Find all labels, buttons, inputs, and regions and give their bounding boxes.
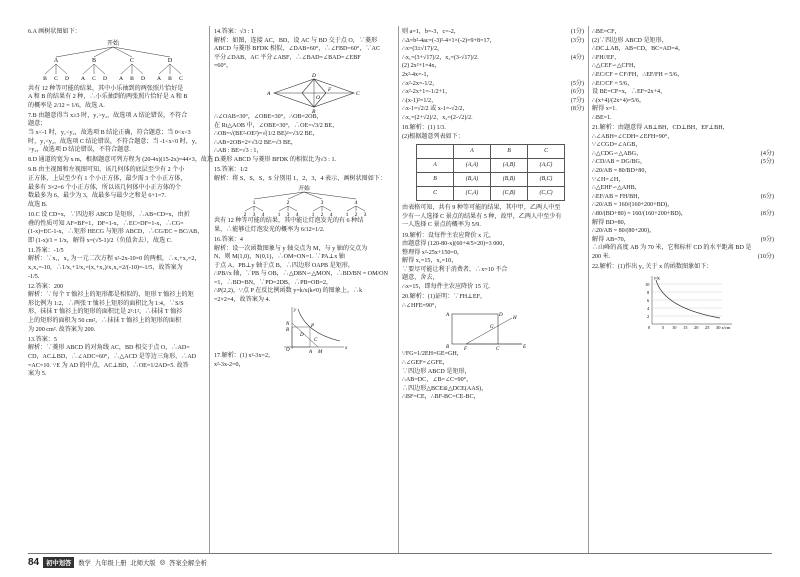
rhombus-label: O (316, 94, 320, 101)
q20-line: ∴AB=DC，∠B=∠C=90°， (402, 377, 473, 384)
q16-line: 于点 A，PB⊥y 轴于点 B，∴四边形 OAPB 是矩形， (214, 262, 354, 269)
q21-line: 200 米. (10分) (592, 253, 774, 260)
q22-block (592, 263, 774, 332)
outcome-table: A B C A (A,A) (A,B) (A,C) B (B,A) (B,B) (B,C) C (C,A) (C,B) (C,C) (416, 144, 565, 201)
q19-line: 解得 x₁=15，x₂=10， (402, 258, 458, 265)
q21-line: ∴△CDG∽△ABG， (4分) (592, 150, 774, 157)
graph22-label: y/g (654, 274, 660, 280)
q9-line: 数最多为 6，最少为 3，故最多与最少之和是 6+1=7. (28, 193, 166, 200)
graph22-label: 10 (645, 281, 650, 287)
q17-line: (2) 2x²+1=4x， (402, 63, 441, 70)
q14-head: 14.答案：√3 : 1 (214, 29, 255, 35)
q9-line: 正方体，上层至少有 1 个小正方体，最少需 3 个小正方体， (28, 176, 187, 183)
note-label: 答案全解全析 (169, 560, 207, 567)
tree-leaf: C (92, 75, 96, 82)
q17-line: ∴x²-2x=-1/2， (5分) (402, 80, 584, 87)
q19-line: 题意，舍去， (402, 275, 439, 282)
q12-block (28, 283, 208, 335)
column-divider (588, 26, 589, 554)
figure20-label: H (513, 316, 517, 322)
tree-node: A (53, 57, 59, 64)
q20-line: ∴FH//EF， (592, 54, 621, 61)
q17-line: ∴x=(3±√17)/2， (402, 46, 444, 53)
page-footer (28, 556, 211, 569)
q20-line: ∴DC⊥AB，AB=CD，BC=AD=4， (592, 46, 685, 53)
q17-line: 2x²-4x=-1， (402, 71, 433, 78)
tree2-node: 3 (320, 200, 324, 207)
q16-head: 16.答案：4 (214, 236, 243, 243)
rhombus-label: A (267, 90, 271, 97)
q20-line: ∴BF=CE，∴BF-BC=CE-BC， (402, 394, 480, 401)
tree-leaf: B (168, 75, 172, 82)
q20-line: ∴BE=1. (592, 114, 612, 121)
figure20-label: F (464, 347, 468, 353)
tree-diagram (28, 37, 198, 85)
column-2 (214, 28, 396, 553)
column-4 (592, 28, 774, 553)
function-graph-16 (214, 305, 394, 355)
graph22-label: 20 (694, 324, 699, 330)
function-graph-22 (592, 272, 772, 332)
q13-line: =AC=10. ∵E 为 AD 的中点，AC⊥BD，∴OE=1/2AD=5. 故答 (28, 362, 189, 369)
q17-line: ∴x₁=(2+√2)/2，x₂=(2-√2)/2. (402, 114, 473, 121)
q16-line: ∴P(2,2)，∵点 P 在反比例函数 y=k/x(k≠0) 的图象上，∴k (214, 288, 363, 295)
q19-line: 由题意得 (120-80-x)(60+4/5×20)=3 000， (402, 241, 509, 248)
q6-line: 共有 12 种等可能的结果，其中小乐抽到的两张照片恰好是 (28, 85, 184, 92)
q6-head: 6.A 画树状图如下： (28, 29, 81, 35)
q16-line: =1，∴BD=BN，∵PD=2DB，∴PB=OB=2， (214, 279, 333, 286)
tree2-node: 2 (286, 200, 290, 207)
q17-head: 17.解析：(1) x²-3x=2， (214, 353, 275, 360)
q21-line: 解得 BD=80， (592, 219, 630, 226)
q20-line: ∴EC/CF = 5/6， (592, 80, 634, 87)
q12-line: 形，抹抹 T 恤衫上的矩形的面积比是 2²:1²，∴抹抹 T 恤衫 (28, 309, 183, 316)
tree2-leaf: 3 (286, 212, 290, 219)
q10-line: 叠的性质可知 AF=BF=1，DF=1-x，∴EC=DF=1-x，∴CG= (28, 220, 184, 227)
graph22-label: 4 (647, 305, 650, 311)
tree2-leaf: 2 (320, 212, 324, 219)
q20-line: (2)∵四边形 ABCD 是矩形， (592, 37, 668, 44)
q16-line: N，则 M(1,0)，N(0,1)，∴OM=ON=1. ∵PA⊥x 轴 (214, 254, 345, 261)
tree-root: 开始 (106, 40, 120, 47)
q7-line: 题意； (28, 121, 47, 128)
q7-block (28, 112, 208, 155)
tree-leaf: D (102, 75, 108, 82)
column-divider (209, 26, 210, 554)
q10-block (28, 211, 208, 245)
q20-block (402, 293, 584, 402)
q11-line: 解析：∵x₁，x₂ 为一元二次方程 x²-2x-10=0 的两根，∴x₁+x₂=2， (28, 256, 201, 263)
tree-leaf: D (64, 75, 70, 82)
q11-line: x₁x₂=-10，∴1/x₁+1/x₂=(x₁+x₂)/x₁x₂=2/(-10)=-1/5，故答案为 (28, 264, 183, 271)
graph22-label: 30 x/cm (716, 324, 731, 330)
graph22-label: 5 (662, 324, 665, 330)
q19-block (402, 232, 584, 292)
q9-line: 故选 B. (28, 201, 48, 208)
q8-line: 8.D 通道的宽为 x m，根据题意可列方程为 (20-4x)(15-2x)=44×3，故选 D. (28, 157, 221, 164)
tree-leaf: A (80, 75, 86, 82)
q7-line: 当 x<-1 时，y₁<y₂，故选项 B 结论正确，符合题意；当 0<x<3 (28, 130, 191, 137)
note-icon: ◎ (159, 559, 166, 566)
q18-head: 18.解析：(1) 1/3. (402, 125, 446, 132)
q17-line: 则 a=1，b=-3，c=-2， (1分) (402, 29, 584, 35)
q21-line: 解得 AB=70， (9分) (592, 236, 774, 243)
graph16-label: P (311, 323, 315, 329)
tree2-root: 开始 (298, 186, 310, 193)
q14-line: 解析：如图，连接 AC，BD，设 AC 与 BD 交于点 O，∵菱形 (214, 37, 378, 44)
q20-line: 设 BE=CF=x，∴EF=2x+4， (592, 89, 667, 96)
tree2-leaf: 4 (261, 212, 265, 219)
q15-block (214, 166, 396, 234)
tree-node: D (167, 57, 173, 64)
graph22-label: 2 (647, 313, 650, 319)
q14-line: ∴OB=√(BE²-OE²)=√(1/2 BE)²=√3/2 BE， (214, 131, 319, 138)
tree2-leaf: 4 (295, 212, 299, 219)
tree-leaf: A (156, 75, 162, 82)
q11-block (28, 247, 208, 281)
column-divider (398, 26, 399, 554)
tree2-leaf: 4 (329, 212, 333, 219)
rhombus-figure (214, 71, 394, 113)
rhombus-label: F (328, 86, 332, 93)
graph16-label: A (309, 349, 313, 355)
q21-line: ∴山峰的高度 AB 为 70 米，它和标杆 CD 的水平距离 BD 是 (592, 245, 752, 252)
q17-line: ∴Δ=b²-4ac=(-3)²-4×1×(-2)=9+8=17， (3分) (402, 37, 584, 44)
graph22-label: 15 (683, 324, 688, 330)
q13-line: 案为 5. (28, 371, 47, 378)
q7-line: 7.B 由题意得当 x≥3 时，y₁>y₂，故选项 A 结论错误，不符合 (28, 112, 188, 119)
q20-line: ∴BE=CF， (592, 29, 621, 35)
q6-line: A 和 B 的结果有 2 种，∴小乐抽到的两张照片恰好是 A 和 B (28, 94, 188, 101)
q14-line: ∴∠OAB=30°，∠OBE=30°，∴OB=2OB， (214, 113, 323, 120)
rhombus-label: C (356, 90, 360, 97)
q20-line: ∴四边形△BCE≌△DCE(AAS)， (402, 385, 488, 392)
q18-block (402, 124, 584, 230)
q14-block (214, 28, 396, 165)
q10-line: 10.C 设 CD=x，∵四边形 ABCD 是矩形，∴AB=CD=x，由折 (28, 211, 190, 218)
q20-line: ∴∠HFE=90°， (402, 302, 441, 309)
q18-table-intro: (2)根据题意列表如下： (402, 133, 464, 140)
q17-line: x²-3x-2=0， (214, 361, 245, 368)
subject-label: 数学 (78, 560, 91, 567)
q19-line: ∴x=15，即每件主农应降价 15 元. (402, 284, 491, 291)
graph22-label: 8 (647, 289, 650, 295)
q9-block (28, 166, 208, 209)
q15-line: 果，∴能够让灯泡发光的概率为 6/12=1/2. (214, 226, 325, 233)
graph16-label: B (286, 327, 290, 333)
q12-line: 上的矩形的面积为 50 cm²，∴抹抹 T 恤衫上的矩形的面积 (28, 318, 182, 325)
q13-line: 解析：∵菱形 ABCD 的对角线 AC，BD 相交于点 O，∴AD= (28, 345, 190, 352)
rhombus-label: B (312, 108, 316, 115)
q15-line: 解析：将 S，S，S，S 分别用 1，2，3，4 表示，画树状图如下： (214, 175, 386, 182)
tree-leaf: B (130, 75, 134, 82)
graph16-label: D (300, 332, 304, 338)
q16-line: ∴PB//x 轴，∵PB 与 OB，∴△DBN∽△MON，∴BD/BN = OM/ON (214, 271, 388, 278)
q14-line: 平分∠DAB，AC 平分∠ABF，∴∠BAD=∠BAD=∠EBF (214, 54, 361, 61)
graph16-label: M (318, 349, 323, 355)
q19-line: 整理得 x²-25x+150=0， (402, 249, 464, 256)
q15-head: 15.答案：1/2 (214, 167, 248, 174)
q9-line: 最多有 3×2=6 个小正方体，所以该几何体中小正方体的个 (28, 184, 182, 191)
q10-line: (1-x)=EC-1-x，∴矩形 HECG 与矩形 ABCD，∴CG/EC = BC/AB， (28, 229, 204, 236)
q14-line: =60°， (214, 63, 233, 70)
q21-line: ∴△EHF∽△AHB， (592, 185, 641, 192)
q21-line: ∴∠ABH=∠CDH=∠EFH=90°， (592, 133, 674, 140)
figure20-label: E (523, 345, 527, 351)
q16-line: =2×2=4，故答案为 4. (214, 297, 271, 304)
q13-block (28, 336, 208, 379)
q20-line: ∵FG=1/2EH=GE=GH， (402, 351, 463, 358)
q19-line: ∵要尽可能让利于消费者，∴x=10 不合 (402, 266, 508, 273)
q9-line: 9.B 由主视图和左视图可知，该几何体的底层至少有 2 个小 (28, 167, 185, 174)
q17-continued (402, 28, 584, 123)
graph16-label: O (286, 347, 290, 353)
graph16-label: C (314, 337, 318, 343)
q20-line: ∴EC/CF = CF/FH，∴EF/FH = 5/6， (592, 71, 684, 78)
q21-line: ∵∠H=∠H， (592, 176, 625, 183)
q17-line: ∴x₁=(3+√17)/2，x₂=(3-√17)/2. (4分) (402, 54, 584, 61)
q18-line: 少有一人选择 C 景点的结果有 5 种，故甲，乙两人中至少有 (402, 213, 562, 220)
q6-line: 的概率是 2/12 = 1/6，故选 A. (28, 102, 105, 109)
tree2-leaf: 1 (277, 212, 281, 219)
q12-line: 为 200 cm². 故答案为 200. (28, 326, 96, 333)
q17-line: ∴(x-1)²=1/2， (7分) (402, 97, 584, 104)
q17-line: ∴x²-2x+1=-1/2+1， (6分) (402, 89, 584, 96)
brand-label: 初中划答 (43, 557, 74, 568)
q15-line: 共有 12 种等可能的结果，其中能让灯泡发光的有 6 种结 (214, 218, 364, 225)
q22-head: 22.解析：(1)作出 y₂ 关于 x 的函数图象如下： (592, 264, 713, 271)
q10-line: 即 (1-x)/1 = 1/x，解得 x=(√5-1)/2（负值舍去），故选 C. (28, 237, 173, 244)
graph22-label: 10 (672, 324, 677, 330)
q14-line: 在 Rt△AOB 中，∠OBE=30°，∴OE=√3/2 BE， (214, 122, 339, 129)
q7-line: 时，y₁<y₂，故选项 C 结论错误，不符合题意；当 -1<x<0 时，y₁ (28, 138, 198, 145)
graph16-label: x (345, 345, 348, 351)
figure20-label: A (446, 313, 450, 319)
tree-leaf: B (43, 75, 47, 82)
q7-line: >y₂，故选项 D 结论错误，不符合题意. (28, 147, 131, 154)
q21-line: 21.解析：由题意得 AB⊥BH，CD⊥BH，EF⊥BH， (592, 125, 729, 132)
q20-line: ∴∠GEF=∠GFE， (402, 359, 449, 366)
tree2-node: 1 (252, 200, 256, 207)
q18-line: 一人选择 C 景点的概率为 5/9. (402, 222, 481, 229)
q20-line: ∴(x+4)/(2x+4)=5/6， (592, 97, 646, 104)
page-number: 84 (28, 557, 40, 568)
q21-line: ∴80/(BD+80) = 160/(160+200+BD)， (8分) (592, 210, 774, 217)
q12-head: 12.答案：200 (28, 283, 64, 290)
q13-head: 13.答案：5 (28, 336, 57, 343)
rectangle-figure-20 (402, 310, 582, 353)
q21-line: ∴EF/AB = FH/BH， (6分) (592, 193, 774, 200)
column-1 (28, 28, 221, 553)
figure20-label: C (496, 347, 500, 353)
q20-line: 解得 x=1. (592, 106, 617, 113)
tree2-node: 4 (354, 200, 358, 207)
tree-leaf: C (54, 75, 58, 82)
q20-line: ∴△CEF∽△CFH， (592, 63, 640, 70)
q21-line: ∴20/AB = 160/(160+200+BD)， (592, 202, 674, 209)
grade-label: 九年级上册 (94, 560, 127, 567)
q21-line: ∴CD/AB = DG/BG， (5分) (592, 159, 774, 166)
tree-node: C (129, 57, 135, 64)
tree2-leaf: 1 (311, 212, 315, 219)
tree-leaf: C (179, 75, 183, 82)
q13-line: CD，AC⊥BD，∴∠ADC=60°，∴△ACD 是等边三角形，∴AD (28, 353, 197, 360)
q19-line: 19.解析：设每件主农应降价 x 元， (402, 232, 495, 239)
q11-head: 11.答案：-1/5 (28, 247, 64, 254)
q8-block (28, 156, 221, 165)
edition-label: 北师大版 (130, 560, 156, 567)
graph22-label: 25 (705, 324, 710, 330)
tree-leaf: D (140, 75, 146, 82)
q18-line: 由表格可知，共有 9 种等可能的结果，其中甲，乙两人中至 (402, 205, 561, 212)
q20-line: ∵四边形 ABCD 是矩形， (402, 368, 471, 375)
q14-line: ∴菱形 ABCD 与菱形 BFDK 的相似比为√3 : 1. (214, 156, 337, 163)
q16-block (214, 236, 396, 355)
rhombus-label: D (312, 72, 316, 79)
figure20-label: B (446, 345, 450, 351)
footer-rule (28, 553, 772, 554)
figure20-label: G (490, 325, 494, 331)
q14-line: ∴AB=2OB=2×√3/2 BE=√3 BE， (214, 139, 297, 146)
q17-line: ∴x-1=√2/2 或 x-1=-√2/2， (8分) (402, 106, 584, 113)
q14-line: ∴AB : BE=√3 : 1， (214, 148, 263, 155)
tree2-leaf: 3 (363, 212, 367, 219)
q17-block (214, 349, 396, 369)
q12-line: 解析：∵每个 T 恤衫上的矩形都是相似的，矩形 T 恤衫上的矩 (28, 292, 194, 299)
q12-line: 形比例为 1:2，∴两张 T 恤衫上矩形的面积比为 1:4，∵S/S (28, 300, 184, 307)
tree2-leaf: 2 (354, 212, 358, 219)
q11-line: -1/5. (28, 273, 40, 280)
tree-diagram-2 (214, 183, 394, 217)
graph22-label: 6 (647, 297, 650, 303)
graph22-label: 0 (648, 324, 651, 330)
q20-continued (592, 28, 774, 123)
q21-line: ∴20/AB = 80/(80+200)， (592, 228, 656, 235)
graph16-label: y (294, 307, 297, 313)
q20-line: 20.解析：(1)证明：∵FH⊥EF， (402, 294, 487, 301)
graph16-label: N (286, 321, 290, 327)
tree2-leaf: 1 (345, 212, 349, 219)
tree-node: B (91, 57, 97, 64)
column-3 (402, 28, 584, 553)
q6-block (28, 28, 208, 110)
q16-line: 解析：设一次函数图象与 y 轴交点为 M，与 y 轴的交点为 (214, 245, 368, 252)
q14-line: ABCD 与菱形 BFDK 相似，∠DAB=60°，∴∠FBD=60°，∵AC (214, 46, 381, 53)
q21-block (592, 124, 774, 262)
tree-leaf: A (118, 75, 124, 82)
q21-line: ∵∠CGD=∠AGB， (592, 142, 642, 149)
figure20-label: D (499, 313, 503, 319)
tree2-leaf: 2 (243, 212, 247, 219)
tree2-leaf: 3 (252, 212, 256, 219)
q21-line: ∴20/AB = 80/BD+80， (592, 168, 651, 174)
